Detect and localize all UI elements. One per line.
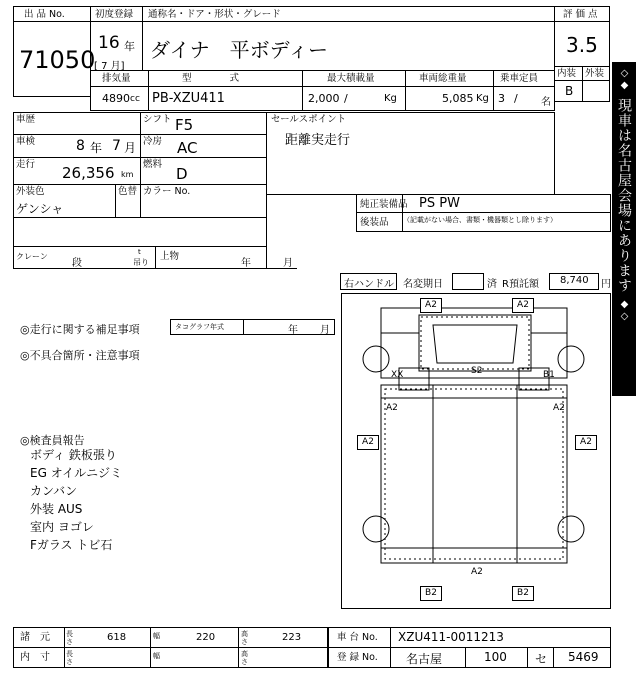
- sales-point-value: 距離実走行: [285, 133, 351, 148]
- lot-label: 出 品 No.: [24, 9, 65, 20]
- model-label: 通称名・ドア・形状・グレード: [148, 9, 281, 20]
- damage-mark: XX: [391, 370, 404, 380]
- mileage-unit: km: [121, 170, 134, 179]
- rhd-text: 右ハンドル: [344, 279, 394, 290]
- truck-diagram: [341, 293, 611, 609]
- inspector-line: 室内 ヨゴレ: [30, 520, 94, 534]
- load-value: 2,000: [308, 92, 340, 105]
- grade-label: 評 価 点: [563, 9, 598, 20]
- inner-length-label: 長さ: [66, 650, 73, 666]
- inspection-label: 車検: [16, 136, 36, 147]
- inspector-line: カンバン: [30, 484, 78, 498]
- inspector-report-label: ◎検査員報告: [20, 434, 85, 447]
- damage-mark: A2: [512, 298, 534, 313]
- plate-label: 登 録 No.: [337, 652, 378, 663]
- aftermarket-note: （記載がない場合、書類・機器類とし除ります）: [403, 216, 557, 224]
- banner-text: 現車は名古屋会場にあります: [616, 98, 632, 293]
- inspector-line: 外装 AUS: [30, 502, 83, 516]
- color-code-label: カラー No.: [143, 186, 191, 197]
- plate-region: 名古屋: [406, 652, 443, 666]
- interior-value: B: [565, 84, 574, 98]
- upper-month-unit: 月: [283, 258, 293, 269]
- damage-mark: A2: [420, 298, 442, 313]
- driving-notes-label: ◎走行に関する補足事項: [20, 323, 140, 336]
- inspector-line: Fガラス トビ石: [30, 538, 113, 552]
- inner-width-label: 幅: [153, 652, 160, 660]
- load-sep: /: [344, 92, 348, 105]
- inspection-month: 7: [112, 138, 121, 154]
- equipment-value: PS PW: [419, 196, 460, 211]
- inspector-line: ボディ 鉄板張り: [30, 448, 117, 462]
- first-reg-month: [ 7 月]: [94, 61, 125, 72]
- damage-mark: B1: [543, 370, 555, 380]
- shift-label: シフト: [143, 114, 172, 125]
- capacity-value: 3: [498, 92, 505, 105]
- gross-value: 5,085: [442, 92, 474, 105]
- gross-unit: Kg: [476, 93, 489, 104]
- upper-label: 上物: [160, 251, 180, 262]
- capacity-label: 乗車定員: [500, 73, 539, 84]
- load-label: 最大積載量: [327, 73, 375, 84]
- damage-mark: A2: [357, 435, 379, 450]
- color-change-label: 色替: [118, 186, 138, 197]
- tacho-month-unit: 月: [320, 325, 330, 336]
- capacity-sep: /: [514, 92, 518, 105]
- upper-year-unit: 年: [241, 258, 251, 269]
- tax-mark: 済: [487, 279, 497, 290]
- damage-mark: S2: [471, 366, 483, 376]
- inner-dims-label: 内 寸: [20, 652, 50, 663]
- sales-point-label: セールスポイント: [271, 114, 347, 125]
- recycle-value: 8,740: [560, 275, 589, 286]
- displacement-label: 排気量: [102, 73, 131, 84]
- damage-mark: B2: [420, 586, 442, 601]
- damage-mark: A2: [471, 567, 483, 577]
- color-label: 外装色: [16, 186, 45, 197]
- inspection-year: 8: [76, 138, 85, 154]
- plate-number: 5469: [568, 650, 599, 664]
- dims-label: 諸 元: [20, 632, 50, 643]
- ac-value: AC: [177, 139, 198, 157]
- inspector-line: EG オイルニジミ: [30, 466, 123, 480]
- damage-mark: A2: [553, 403, 565, 413]
- crane-hang: 吊り: [133, 258, 149, 267]
- mileage-value: 26,356: [62, 164, 115, 182]
- recycle-unit: 円: [601, 279, 611, 290]
- banner-bottom-marks: ◆◇: [619, 299, 630, 323]
- history-label: 車歴: [16, 114, 36, 125]
- gross-label: 車両総重量: [419, 73, 467, 84]
- model-name: ダイナ 平ボディー: [150, 38, 328, 62]
- damage-mark: B2: [512, 586, 534, 601]
- first-reg-year-unit: 年: [124, 40, 135, 53]
- equipment-label: 純正装備品: [360, 199, 408, 210]
- length-value: 618: [107, 632, 127, 643]
- inspection-year-unit: 年: [90, 141, 103, 155]
- defects-label: ◎不具合箇所・注意事項: [20, 349, 140, 362]
- chassis-label: 車 台 No.: [337, 632, 378, 643]
- crane-tier: 段: [72, 258, 82, 269]
- type-value: PB-XZU411: [152, 91, 225, 106]
- length-label: 長さ: [66, 630, 73, 646]
- banner-top-marks: ◇◆: [619, 68, 630, 92]
- first-reg-label: 初度登録: [95, 9, 134, 20]
- damage-mark: A2: [575, 435, 597, 450]
- width-value: 220: [196, 632, 216, 643]
- color-value: ゲンシャ: [16, 202, 64, 216]
- width-label: 幅: [153, 632, 160, 640]
- location-banner: [612, 62, 636, 396]
- inspection-month-unit: 月: [124, 141, 137, 155]
- type-label: 型 式: [182, 73, 240, 84]
- capacity-unit: 名: [541, 97, 551, 108]
- grade-value: 3.5: [566, 33, 598, 57]
- interior-label: 内装: [557, 68, 577, 79]
- aftermarket-label: 後装品: [360, 217, 389, 228]
- plate-class: 100: [484, 650, 507, 664]
- name-change-label: 名変期日: [403, 279, 443, 290]
- name-change-field: [452, 273, 484, 290]
- crane-label: クレーン: [16, 252, 48, 261]
- load-unit: Kg: [384, 93, 397, 104]
- shift-value: F5: [175, 116, 194, 134]
- fuel-label: 燃料: [143, 159, 163, 170]
- plate-kana: セ: [535, 652, 548, 666]
- mileage-label: 走行: [16, 159, 36, 170]
- ac-label: 冷房: [143, 136, 163, 147]
- displacement-value: 4890: [102, 92, 130, 105]
- chassis-value: XZU411-0011213: [398, 630, 504, 644]
- exterior-label: 外装: [585, 68, 605, 79]
- lot-number: 71050: [19, 46, 96, 74]
- crane-ton: t: [138, 248, 141, 256]
- recycle-label: R預託額: [502, 279, 539, 290]
- damage-mark: A2: [386, 403, 398, 413]
- displacement-unit: cc: [130, 94, 140, 104]
- first-reg-year: 16: [98, 33, 120, 53]
- tacho-label: タコグラフ年式: [175, 323, 224, 331]
- height-label: 高さ: [241, 630, 248, 646]
- tacho-year-unit: 年: [288, 325, 298, 336]
- fuel-value: D: [176, 165, 188, 183]
- height-value: 223: [282, 632, 302, 643]
- inner-height-label: 高さ: [241, 650, 248, 666]
